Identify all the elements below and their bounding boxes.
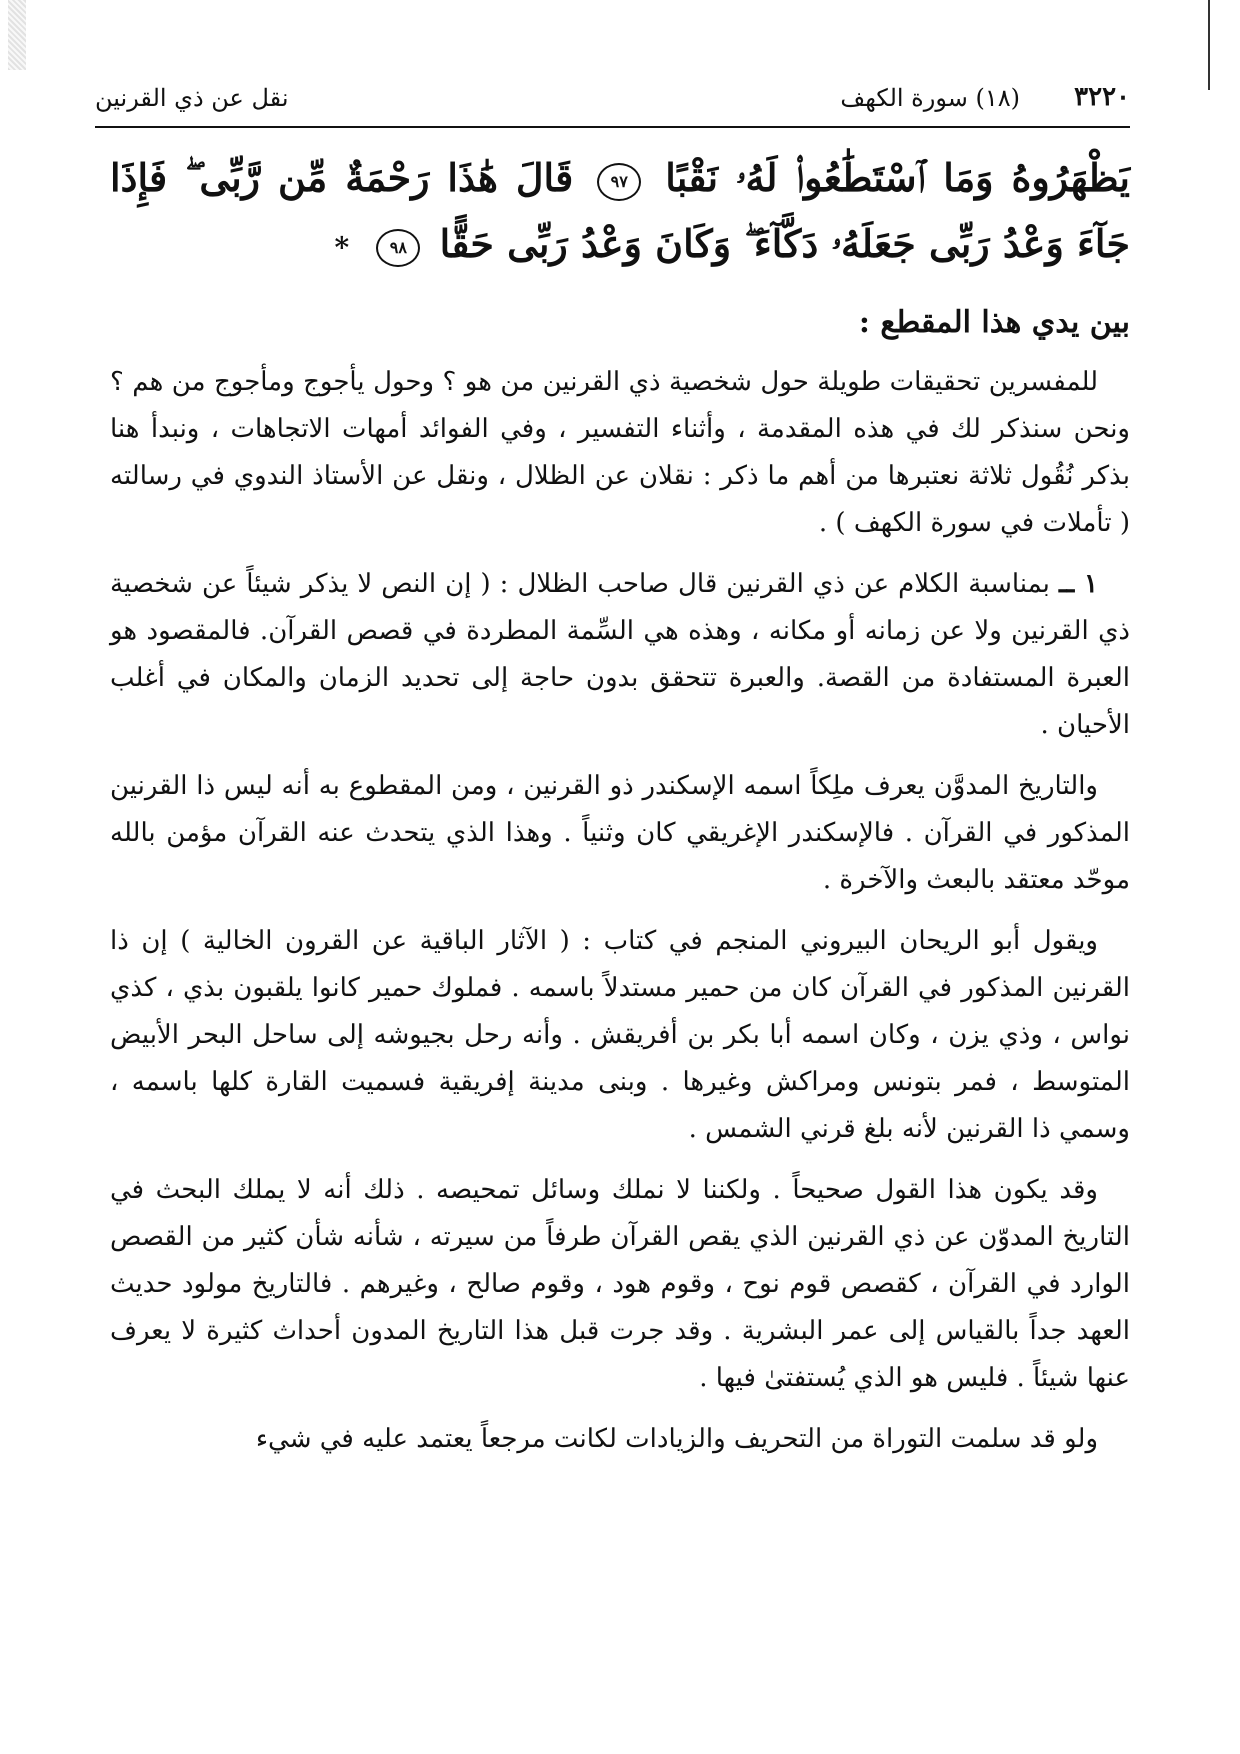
paragraph-number: ١ ــ bbox=[1058, 569, 1098, 599]
page-header bbox=[95, 82, 1130, 132]
running-title: نقل عن ذي القرنين bbox=[95, 84, 289, 112]
paragraph: ولو قد سلمت التوراة من التحريف والزيادات لكانت مرجعاً يعتمد عليه في شيء bbox=[255, 1424, 1098, 1454]
page-body bbox=[110, 145, 1130, 1477]
verse-text: جَعَلَهُۥ دَكَّآءَ ۖ وَكَانَ وَعْدُ رَبِّى حَقًّا bbox=[439, 221, 916, 266]
paragraph: والتاريخ المدوَّن يعرف ملِكاً اسمه الإسكندر ذو القرنين ، ومن المقطوع به أنه ليس ذا القرنين المذكور في القرآن . فالإسكندر الإغريقي كان وثنياً . وهذا الذي يتحدث عنه القرآن مؤمن بالله موحّد معتقد بالبعث والآخرة . bbox=[110, 771, 1130, 895]
section-heading: بين يدي هذا المقطع : bbox=[858, 305, 1130, 340]
verse-text: قَالَ هَٰذَا رَحْمَةٌ مِّن رَّبِّى ۖ فَإِذَا جَآءَ وَعْدُ رَبِّى bbox=[110, 155, 1130, 266]
verse-number-97: ٩٧ bbox=[597, 163, 641, 201]
paragraph-text: بمناسبة الكلام عن ذي القرنين قال صاحب الظلال : ( إن النص لا يذكر شيئاً عن شخصية ذي القرنين ولا عن زمانه أو مكانه ، وهذه هي السِّمة المطردة في قصص القرآن. فالمقصود هو العبرة المستفادة من القصة. والعبرة تتحقق بدون حاجة إلى تحديد الزمان والمكان في أغلب الأحيان . bbox=[110, 569, 1130, 740]
page-number: ٣٢٢٠ bbox=[1074, 82, 1130, 112]
header-divider bbox=[95, 126, 1130, 128]
paragraph: للمفسرين تحقيقات طويلة حول شخصية ذي القرنين من هو ؟ وحول يأجوج ومأجوج من هم ؟ ونحن سنذكر لك في هذه المقدمة ، وأثناء التفسير ، وفي الفوائد أمهات الاتجاهات ، ونبدأ هنا بذكر نُقُول ثلاثة نعتبرها من أهم ما ذكر : نقلان عن الظلال ، ونقل عن الأستاذ الندوي في رسالته ( تأملات في سورة الكهف ) . bbox=[110, 367, 1130, 538]
scan-edge-artifact bbox=[8, 0, 26, 70]
verse-number-98: ٩٨ bbox=[376, 229, 420, 267]
paragraph: وقد يكون هذا القول صحيحاً . ولكننا لا نملك وسائل تمحيصه . ذلك أنه لا يملك البحث في التاريخ المدوّن عن ذي القرنين الذي يقص القرآن طرفاً من سيرته ، شأنه شأن كثير من القصص الوارد في القرآن ، كقصص قوم نوح ، وقوم هود ، وقوم صالح ، وغيرهم . فالتاريخ مولود حديث العهد جداً بالقياس إلى عمر البشرية . وقد جرت قبل هذا التاريخ المدون أحداث كثيرة لا يعرف عنها شيئاً . فليس هو الذي يُستفتىٰ فيها . bbox=[110, 1175, 1130, 1393]
binding-edge-line bbox=[1208, 0, 1210, 90]
quran-verse bbox=[110, 145, 1130, 281]
verse-text: يَظْهَرُوهُ وَمَا ٱسْتَطَٰعُوا۟ لَهُۥ نَقْبًا bbox=[665, 155, 1130, 200]
paragraph bbox=[110, 561, 1130, 749]
paragraph: ويقول أبو الريحان البيروني المنجم في كتاب : ( الآثار الباقية عن القرون الخالية ) إن ذا القرنين المذكور في القرآن كان من حمير مستدلاً باسمه . فملوك حمير كانوا يلقبون بذي ، كذي نواس ، وذي يزن ، وكان اسمه أبا بكر بن أفريقش . وأنه رحل بجيوشه إلى ساحل البحر الأبيض المتوسط ، فمر بتونس ومراكش وغيرها . وبنى مدينة إفريقية فسميت القارة كلها باسمه ، وسمي ذا القرنين لأنه بلغ قرني الشمس . bbox=[110, 926, 1130, 1144]
surah-title: (١٨) سورة الكهف bbox=[840, 84, 1020, 112]
section-end-star: * bbox=[334, 231, 350, 264]
